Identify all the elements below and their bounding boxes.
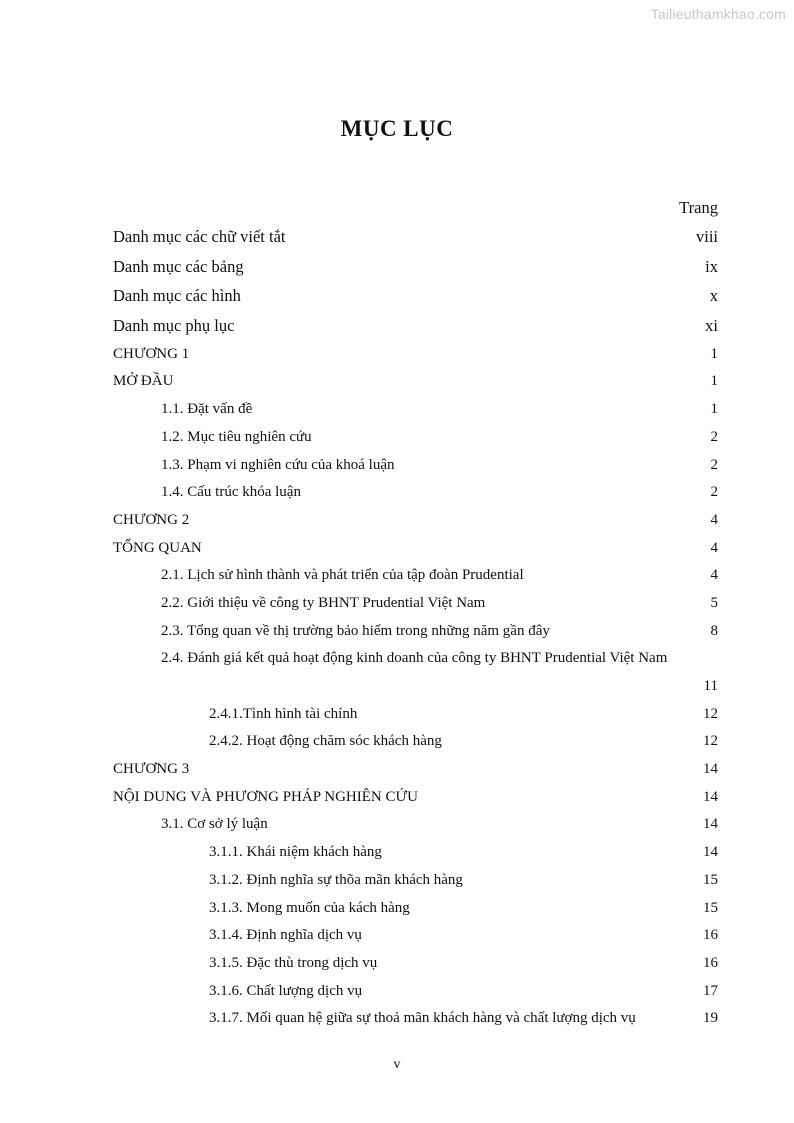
toc-entry-appendix[interactable]: [113, 311, 718, 341]
toc-entry[interactable]: [113, 728, 718, 756]
toc-entry-page: 4: [710, 539, 718, 556]
toc-entry-label: 3.1.4. Định nghĩa dịch vụ: [209, 927, 362, 944]
toc-entry-label: NỘI DUNG VÀ PHƯƠNG PHÁP NGHIÊN CỨU: [113, 788, 418, 805]
toc-entry-label: 1.4. Cấu trúc khóa luận: [161, 484, 301, 501]
toc-entry-label: 1.3. Phạm vi nghiên cứu của khoá luận: [161, 456, 395, 473]
toc-entry-page: 1: [710, 345, 718, 362]
toc-entry-page: 17: [703, 982, 718, 999]
toc-entry-label: 2.3. Tổng quan về thị trường bảo hiểm trong những năm gần đây: [161, 622, 550, 639]
toc-entry-label: 3.1.6. Chất lượng dịch vụ: [209, 982, 363, 999]
toc-entry[interactable]: [113, 341, 718, 369]
toc-entry-label: 3.1.5. Đặc thù trong dịch vụ: [209, 954, 378, 971]
toc-entry-label: Danh mục các bảng: [113, 256, 244, 276]
toc-entry-label: 3.1.3. Mong muốn của kách hàng: [209, 899, 410, 916]
toc-entry-page: 4: [710, 511, 718, 528]
toc-entry[interactable]: [113, 867, 718, 895]
toc-entry[interactable]: [113, 507, 718, 535]
toc-entry[interactable]: [113, 1005, 718, 1033]
toc-entry-page: 15: [703, 871, 718, 888]
toc-entry[interactable]: [113, 645, 718, 673]
toc-entry-label: 3.1. Cơ sở lý luận: [161, 816, 268, 833]
toc-entry[interactable]: [113, 756, 718, 784]
toc-entry-page: 14: [703, 761, 718, 778]
toc-entry-label: Danh mục các chữ viết tắt: [113, 227, 286, 246]
toc-entry-label: 2.4.2. Hoạt động chăm sóc khách hàng: [209, 733, 442, 750]
toc-entry[interactable]: [113, 590, 718, 618]
toc-entry-continuation[interactable]: [113, 673, 718, 701]
toc-entry-page: 2: [710, 428, 718, 445]
page-title: MỤC LỤC: [340, 116, 454, 141]
toc-entry-page: 19: [703, 1010, 718, 1027]
toc-entry-label: CHƯƠNG 3: [113, 761, 190, 778]
toc-entry-page: x: [709, 286, 718, 306]
toc-entry-page: 8: [710, 622, 718, 639]
toc-entry[interactable]: [113, 479, 718, 507]
toc-entry[interactable]: [113, 368, 718, 396]
toc-entry-page: 12: [703, 733, 718, 750]
toc-entry[interactable]: [113, 618, 718, 646]
toc-entry-page: 14: [703, 788, 718, 805]
toc-entry-abbreviations[interactable]: [113, 222, 718, 252]
toc-entry[interactable]: [113, 950, 718, 978]
toc-entry[interactable]: [113, 811, 718, 839]
table-of-contents: [113, 222, 718, 1033]
toc-entry-page: 1: [710, 373, 718, 390]
toc-entry[interactable]: [113, 895, 718, 923]
page-number: v: [393, 1057, 401, 1072]
toc-entry-page: ix: [705, 256, 718, 276]
toc-entry-page: 5: [710, 594, 718, 611]
toc-entry-label: 2.2. Giới thiệu về công ty BHNT Prudential Việt Nam: [161, 594, 486, 611]
toc-entry-label: 1.2. Mục tiêu nghiên cứu: [161, 428, 312, 445]
toc-entry-label: CHƯƠNG 2: [113, 511, 190, 528]
toc-entry-page: 2: [710, 484, 718, 501]
toc-entry-page: 1: [710, 401, 718, 418]
toc-entry-page: 14: [703, 844, 718, 861]
toc-entry-page: 16: [703, 927, 718, 944]
toc-entry[interactable]: [113, 562, 718, 590]
toc-entry-page: 12: [703, 705, 718, 722]
toc-entry-label: MỞ ĐẦU: [113, 373, 174, 390]
toc-entry[interactable]: [113, 922, 718, 950]
watermark: Tailieuthamkhao.com: [650, 6, 786, 22]
toc-entry-page: xi: [705, 316, 718, 336]
toc-entry-label: CHƯƠNG 1: [113, 345, 190, 362]
toc-entry[interactable]: [113, 784, 718, 812]
toc-entry-label: TỔNG QUAN: [113, 539, 202, 556]
toc-entry-page: 4: [710, 567, 718, 584]
toc-entry-page: 15: [703, 899, 718, 916]
toc-entry[interactable]: [113, 452, 718, 480]
toc-entry-label: 2.1. Lịch sử hình thành và phát triển của tập đoàn Prudential: [161, 567, 524, 584]
toc-entry-label: 3.1.2. Định nghĩa sự thõa mãn khách hàng: [209, 871, 463, 888]
toc-entry-label: 2.4.1.Tình hình tài chính: [209, 705, 358, 722]
toc-entry[interactable]: [113, 396, 718, 424]
toc-entry-page: 2: [710, 456, 718, 473]
toc-entry-label: Danh mục phụ lục: [113, 316, 235, 336]
toc-entry-figures[interactable]: [113, 281, 718, 311]
toc-entry-page: viii: [695, 227, 718, 246]
toc-entry-label: 1.1. Đặt vấn đề: [161, 401, 253, 418]
toc-entry-label: Danh mục các hình: [113, 286, 241, 306]
page-column-header: Trang: [679, 198, 718, 217]
toc-entry[interactable]: [113, 978, 718, 1006]
toc-entry-label: 2.4. Đánh giá kết quả hoạt động kinh doanh của công ty BHNT Prudential Việt Nam: [161, 650, 668, 667]
toc-entry[interactable]: [113, 839, 718, 867]
toc-entry-page: 11: [703, 678, 718, 694]
toc-entry[interactable]: [113, 424, 718, 452]
toc-entry-label: 3.1.7. Mối quan hệ giữa sự thoả mãn khách hàng và chất lượng dịch vụ: [209, 1010, 636, 1027]
toc-entry[interactable]: [113, 535, 718, 563]
toc-entry-page: 16: [703, 954, 718, 971]
toc-entry-label: 3.1.1. Khái niệm khách hàng: [209, 844, 382, 861]
toc-entry-tables[interactable]: [113, 252, 718, 282]
toc-entry-page: 14: [703, 816, 718, 833]
toc-entry[interactable]: [113, 701, 718, 729]
